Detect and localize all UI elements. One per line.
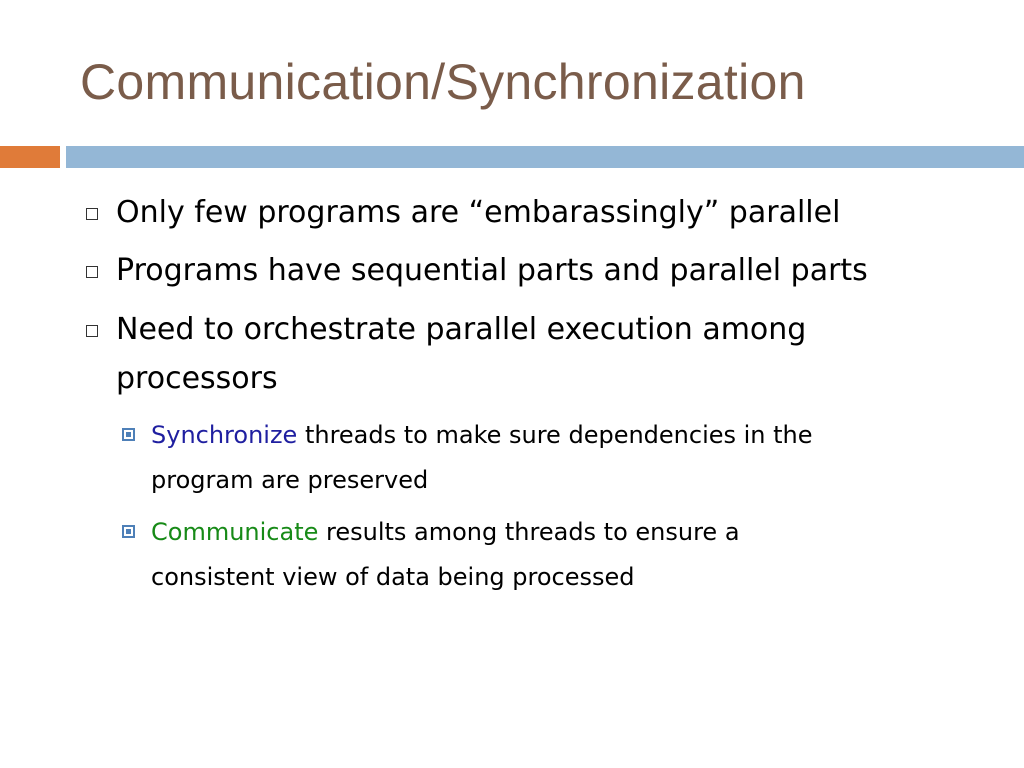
sub-bullet-item-1-text: threads to make sure dependencies in the (297, 421, 813, 449)
sub-bullet-item-1-line-1 (151, 413, 813, 457)
slide-title: Communication/Synchronization (80, 54, 806, 110)
title-accent-bar-blue (66, 146, 1024, 168)
bullet-square-icon (86, 266, 98, 278)
bullet-item-3-line-2: processors (116, 361, 278, 396)
title-accent-bar-orange (0, 146, 60, 168)
sub-bullet-item-2-text: results among threads to ensure a (318, 518, 740, 546)
sub-bullet-item-2-line-1 (151, 510, 740, 554)
bullet-square-icon (86, 325, 98, 337)
keyword-synchronize: Synchronize (151, 421, 298, 449)
sub-bullet-item-1-line-2: program are preserved (151, 466, 429, 494)
bullet-item-3-line-1: Need to orchestrate parallel execution among (116, 312, 807, 347)
sub-bullet-square-icon (122, 525, 135, 538)
sub-bullet-square-icon (122, 428, 135, 441)
bullet-square-icon (86, 208, 98, 220)
bullet-item-1: Only few programs are “embarassingly” parallel (116, 195, 841, 230)
bullet-item-2: Programs have sequential parts and parallel parts (116, 253, 868, 288)
keyword-communicate: Communicate (151, 518, 319, 546)
sub-bullet-item-2-line-2: consistent view of data being processed (151, 563, 635, 591)
